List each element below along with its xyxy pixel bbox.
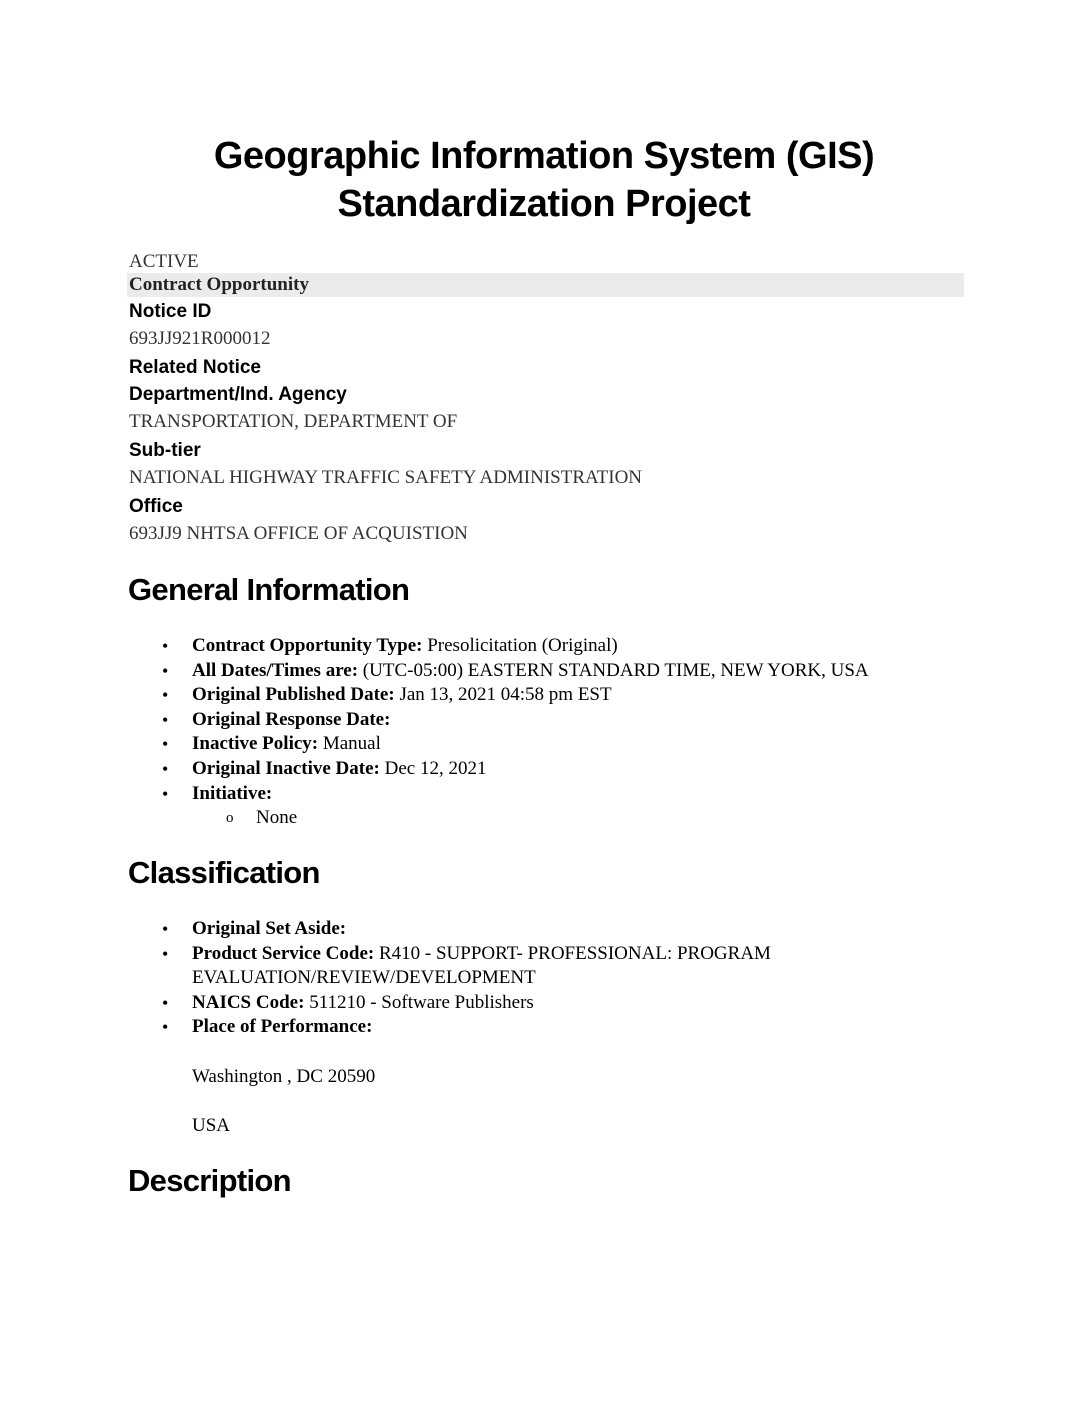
item-value: Dec 12, 2021 bbox=[379, 757, 487, 779]
description-heading: Description bbox=[128, 1163, 291, 1198]
document-title bbox=[0, 132, 1088, 228]
department-value: TRANSPORTATION, DEPARTMENT OF bbox=[129, 411, 458, 432]
item-value: Presolicitation (Original) bbox=[422, 635, 618, 656]
classification-heading: Classification bbox=[128, 855, 320, 890]
item-label: Original Set Aside: bbox=[192, 918, 347, 939]
place-of-performance-country: USA bbox=[192, 1115, 231, 1136]
status-label: ACTIVE bbox=[129, 251, 199, 272]
item-label: Original Published Date: bbox=[192, 684, 395, 706]
title-line-2: Standardization Project bbox=[337, 183, 751, 225]
list-item bbox=[160, 732, 869, 757]
list-item bbox=[160, 683, 869, 708]
list-item bbox=[160, 757, 869, 782]
list-item bbox=[160, 917, 880, 942]
list-item bbox=[160, 782, 869, 831]
list-item bbox=[160, 708, 869, 733]
list-item bbox=[160, 659, 869, 684]
item-label: Product Service Code: bbox=[192, 942, 375, 964]
notice-type: Contract Opportunity bbox=[129, 274, 309, 295]
related-notice-label: Related Notice bbox=[129, 357, 261, 378]
subtier-value: NATIONAL HIGHWAY TRAFFIC SAFETY ADMINISTRATION bbox=[129, 467, 643, 488]
list-item bbox=[160, 942, 880, 991]
list-item bbox=[160, 1015, 880, 1040]
item-value: R410 - SUPPORT- PROFESSIONAL: PROGRAM EVALUATION/REVIEW/DEVELOPMENT bbox=[192, 942, 771, 989]
office-value: 693JJ9 NHTSA OFFICE OF ACQUISTION bbox=[129, 523, 468, 544]
initiative-sublist bbox=[192, 806, 869, 831]
notice-id-label: Notice ID bbox=[129, 301, 212, 322]
notice-details bbox=[129, 300, 642, 551]
department-label: Department/Ind. Agency bbox=[129, 384, 347, 405]
notice-id-value: 693JJ921R000012 bbox=[129, 328, 271, 349]
initiative-value: o None bbox=[192, 806, 869, 831]
office-label: Office bbox=[129, 496, 183, 517]
subtier-label: Sub-tier bbox=[129, 440, 201, 461]
title-line-1: Geographic Information System (GIS) bbox=[213, 135, 875, 177]
item-label: Place of Performance: bbox=[192, 1016, 373, 1038]
item-label: Inactive Policy: bbox=[192, 733, 319, 755]
item-label: All Dates/Times are: bbox=[192, 659, 359, 681]
classification-list bbox=[160, 917, 880, 1040]
item-label: Original Inactive Date: bbox=[192, 757, 380, 779]
item-value: (UTC-05:00) EASTERN STANDARD TIME, NEW YORK, USA bbox=[358, 659, 869, 681]
item-label: Contract Opportunity Type: bbox=[192, 635, 423, 656]
item-label: Initiative: bbox=[192, 782, 273, 804]
item-value: Jan 13, 2021 04:58 pm EST bbox=[394, 684, 612, 706]
list-item bbox=[160, 634, 869, 659]
item-label: NAICS Code: bbox=[192, 991, 305, 1013]
general-information-list bbox=[160, 634, 869, 831]
item-value: Manual bbox=[318, 733, 381, 755]
notice-type-bar bbox=[127, 273, 964, 297]
list-item bbox=[160, 991, 880, 1016]
general-information-heading: General Information bbox=[128, 572, 410, 607]
place-of-performance-city: Washington , DC 20590 bbox=[192, 1066, 376, 1087]
item-value: 511210 - Software Publishers bbox=[304, 991, 534, 1013]
item-label: Original Response Date: bbox=[192, 708, 391, 730]
